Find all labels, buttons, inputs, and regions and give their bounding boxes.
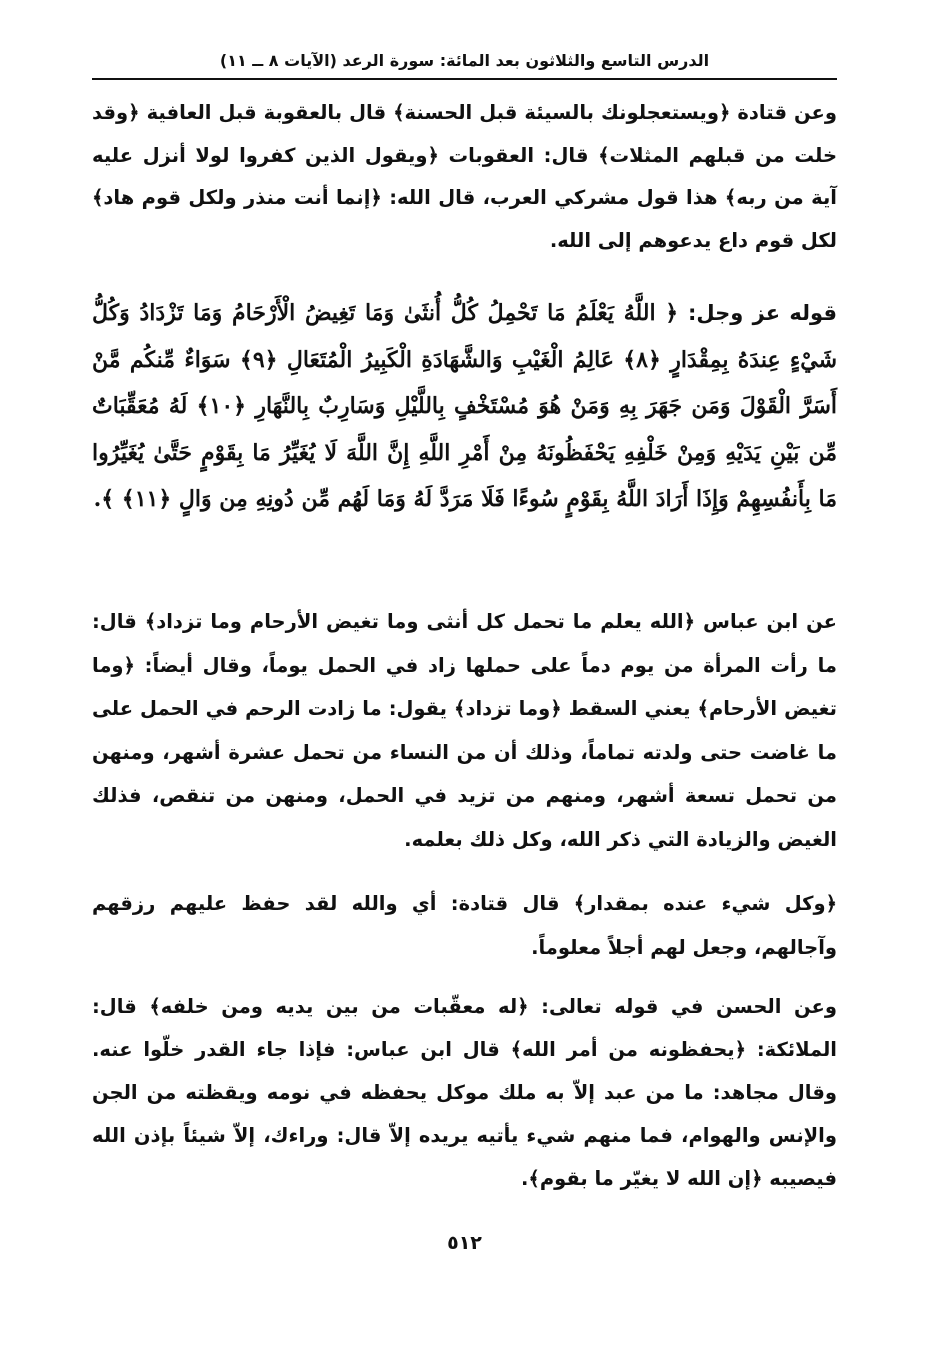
page-number: ٥١٢ [447,1232,482,1254]
header-rule [92,78,837,80]
running-header: الدرس التاسع والثلاثون بعد المائة: سورة الرعد (الآيات ٨ ــ ١١) [219,51,710,70]
paragraph-miqdar: ﴿وكل شيء عنده بمقدار﴾ قال قتادة: أي والله لقد حفظ عليهم رزقهم وآجالهم، وجعل لهم أجلاً معلوماً. [92,892,837,959]
quran-verses-text: ﴿ اللَّهُ يَعْلَمُ مَا تَحْمِلُ كُلُّ أُنثَىٰ وَمَا تَغِيضُ الْأَرْحَامُ وَمَا تَزْدَادُ وَكُلُّ شَيْءٍ عِندَهُ بِمِقْدَارٍ ﴿٨﴾ عَالِمُ الْغَيْبِ وَالشَّهَادَةِ الْكَبِيرُ الْمُتَعَالِ ﴿٩﴾ سَوَاءٌ مِّنكُم مَّنْ أَسَرَّ الْقَوْلَ وَمَن جَهَرَ بِهِ وَمَنْ هُوَ مُسْتَخْفٍ بِاللَّيْلِ وَسَارِبٌ بِالنَّهَارِ ﴿١٠﴾ لَهُ مُعَقِّبَاتٌ مِّن بَيْنِ يَدَيْهِ وَمِنْ خَلْفِهِ يَحْفَظُونَهُ مِنْ أَمْرِ اللَّهِ إِنَّ اللَّهَ لَا يُغَيِّرُ مَا بِقَوْمٍ حَتَّىٰ يُغَيِّرُوا مَا بِأَنفُسِهِمْ وَإِذَا أَرَادَ اللَّهُ بِقَوْمٍ سُوءًا فَلَا مَرَدَّ لَهُ وَمَا لَهُم مِّن دُونِهِ مِن وَالٍ ﴿١١﴾ ﴾. [92,300,838,512]
quran-verses-block [92,290,837,523]
book-page [92,0,837,1346]
verses-intro: قوله عز وجل: [687,301,837,325]
paragraph-qatada: وعن قتادة ﴿ويستعجلونك بالسيئة قبل الحسنة﴾ قال بالعقوبة قبل العافية ﴿وقد خلت من قبلهم المثلات﴾ قال: العقوبات ﴿ويقول الذين كفروا لولا أنزل عليه آية من ربه﴾ هذا قول مشركي العرب، قال الله: ﴿إنما أنت منذر ولكل قوم هاد﴾ لكل قوم داع يدعوهم إلى الله. [92,101,837,252]
paragraph-hasan: وعن الحسن في قوله تعالى: ﴿له معقّبات من بين يديه ومن خلفه﴾ قال: الملائكة: ﴿يحفظونه من أمر الله﴾ قال ابن عباس: فإذا جاء القدر خلّوا عنه. وقال مجاهد: ما من عبد إلاّ به ملك موكل يحفظه في نومه ويقظته من الجن والإنس والهوام، فما منهم شيء يأتيه يريده إلاّ قال: وراءك، إلاّ شيئاً بإذن الله فيصيبه ﴿إن الله لا يغيّر ما بقوم﴾. [92,995,837,1190]
paragraph-ibn-abbas: عن ابن عباس ﴿الله يعلم ما تحمل كل أنثى وما تغيض الأرحام وما تزداد﴾ قال: ما رأت المرأة من يوم دماً على حملها زاد في الحمل يوماً، وقال أيضاً: ﴿وما تغيض الأرحام﴾ يعني السقط ﴿وما تزداد﴾ يقول: ما زادت الرحم في الحمل على ما غاضت حتى ولدته تماماً، وذلك أن من النساء من تحمل عشرة أشهر، ومنهن من تحمل تسعة أشهر، ومنهم من تزيد في الحمل، ومنهن من تنقص، فذلك الغيض والزيادة التي ذكر الله، وكل ذلك بعلمه. [92,610,837,851]
